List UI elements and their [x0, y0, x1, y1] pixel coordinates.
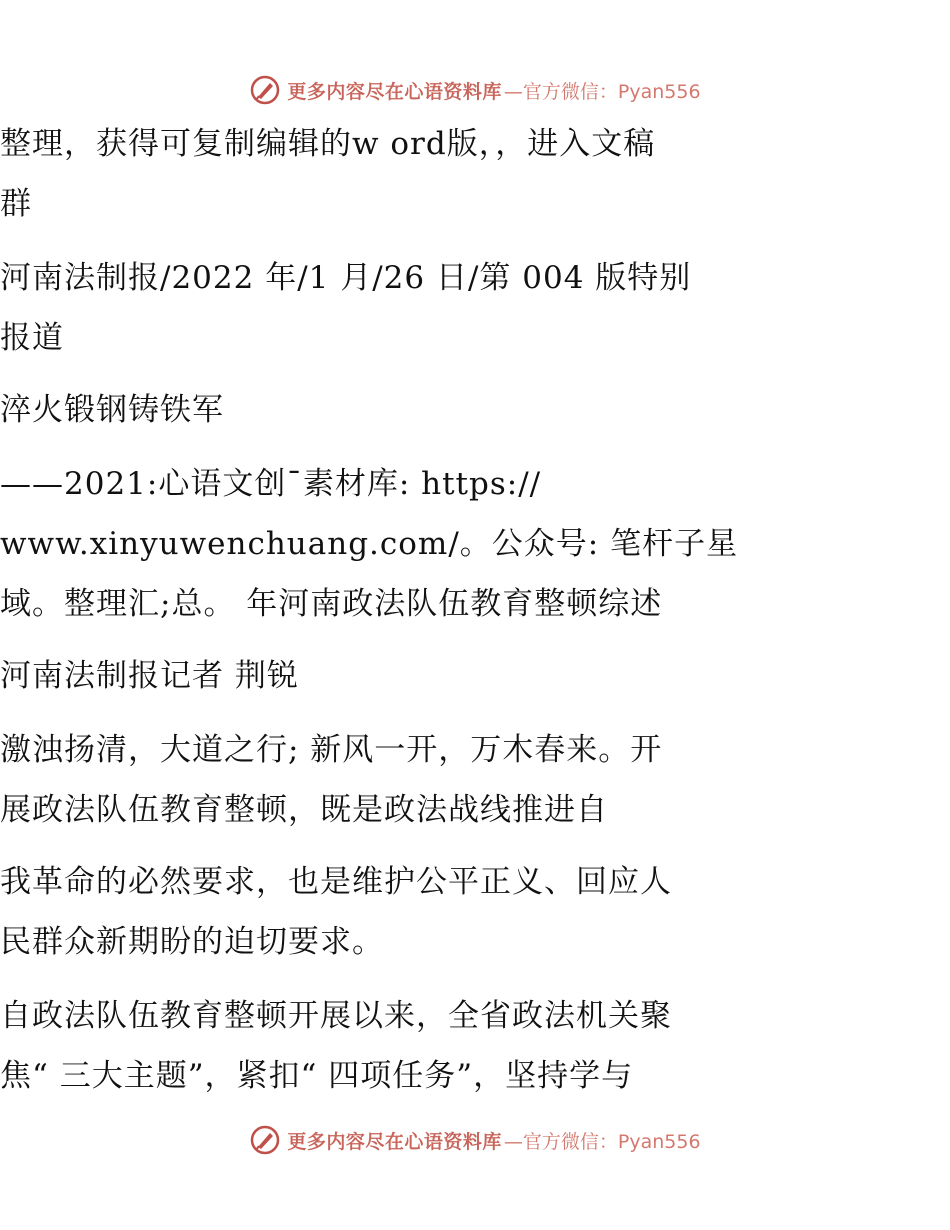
quill-pen-badge-icon [249, 74, 281, 106]
text-line: 河南法制报记者 荆锐 [0, 658, 299, 694]
watermark-site-text: 更多内容尽在心语资料库 [287, 80, 502, 103]
text-line: 我革命的必然要求，也是维护公平正义、回应人 [0, 864, 672, 900]
text-line: 整理，获得可复制编辑的w ord版，，进入文稿 [0, 126, 656, 162]
text-line: 自政法队伍教育整顿开展以来，全省政法机关聚 [0, 998, 672, 1034]
text-line: ——2021:心语文创¯素材库: https:// [0, 466, 542, 502]
quill-pen-badge-icon [249, 1124, 281, 1156]
text-line: 群 [0, 186, 32, 222]
text-line: 焦“ 三大主题”，紧扣“ 四项任务”，坚持学与 [0, 1058, 634, 1094]
text-line: 民群众新期盼的迫切要求。 [0, 924, 384, 960]
text-line: 域。整理汇;总。 年河南政法队伍教育整顿综述 [0, 586, 663, 622]
watermark-contact-text: —官方微信：Pyan556 [503, 80, 701, 103]
text-line: 展政法队伍教育整顿，既是政法战线推进自 [0, 792, 608, 828]
text-line: 河南法制报/2022 年/1 月/26 日/第 004 版特别 [0, 260, 692, 296]
watermark-contact-text: —官方微信：Pyan556 [503, 1130, 701, 1153]
watermark-site-text: 更多内容尽在心语资料库 [287, 1130, 502, 1153]
footer-watermark [0, 1120, 950, 1160]
header-watermark [0, 70, 950, 110]
text-line: www.xinyuwenchuang.com/。公众号: 笔杆子星 [0, 526, 739, 562]
text-line: 淬火锻钢铸铁军 [0, 392, 224, 428]
text-line: 激浊扬清，大道之行; 新风一开，万木春来。开 [0, 732, 663, 768]
text-line: 报道 [0, 320, 64, 356]
